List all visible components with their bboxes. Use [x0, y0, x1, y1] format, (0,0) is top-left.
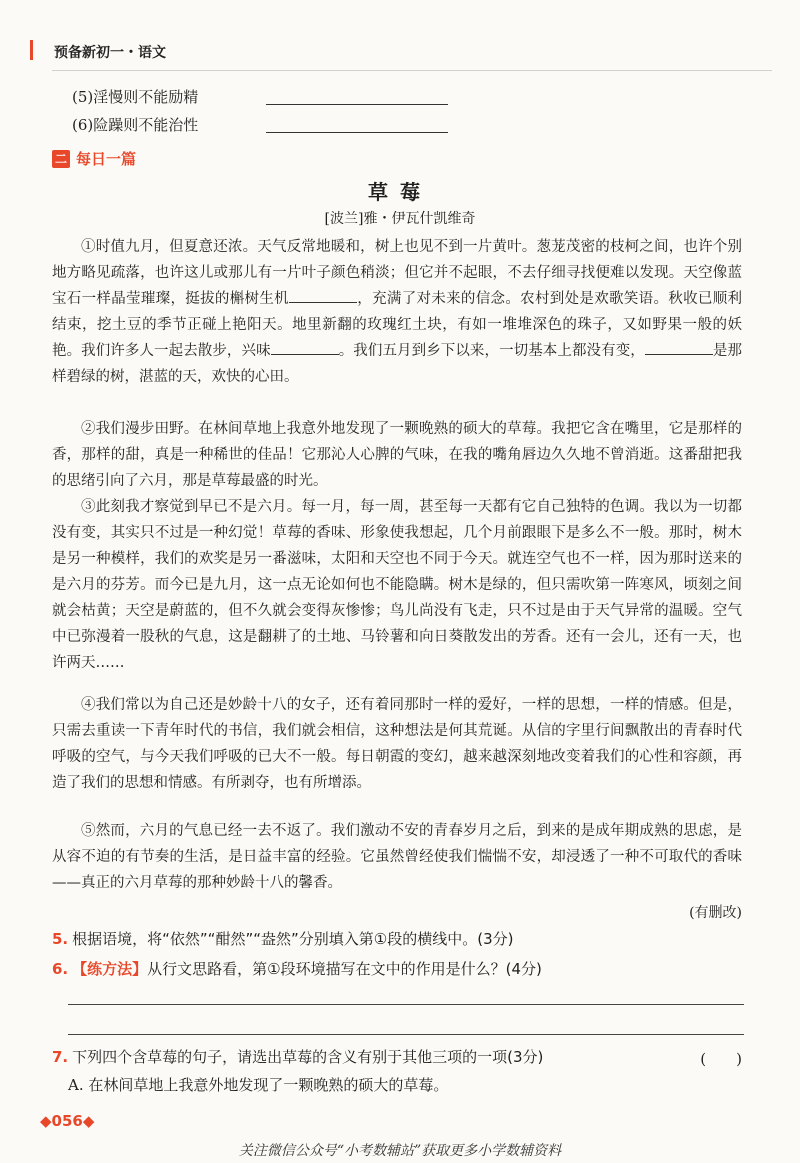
vocab-blank-6[interactable] — [266, 132, 448, 133]
section-heading — [52, 148, 136, 169]
blank-2[interactable] — [271, 340, 339, 355]
section-badge: 二 — [52, 150, 70, 168]
blank-3[interactable] — [645, 340, 713, 355]
question-5: 5. 根据语境，将“依然”“酣然”“盎然”分别填入第①段的横线中。(3分) — [52, 930, 514, 948]
choice-a[interactable]: A. 在林间草地上我意外地发现了一颗晚熟的硕大的草莓。 — [68, 1076, 449, 1094]
vocab-item-5: (5)淫慢则不能励精 — [72, 88, 199, 106]
vocab-blank-5[interactable] — [266, 104, 448, 105]
article-author: [波兰]雅・伊瓦什凯维奇 — [324, 211, 476, 227]
vocab-item-6: (6)险躁则不能治性 — [72, 116, 199, 134]
paragraph-3: ③此刻我才察觉到早已不是六月。每一月，每一周，甚至每一天都有它自己独特的色调。我以为一切都没有变，其实只不过是一种幻觉！草莓的香味、形象使我想起，几个月前跟眼下是多么不一般。那时，树木是另一种模样，我们的欢奖是另一番滋味，太阳和天空也不同于今天。就连空气也不一样，因为那时送来的是六月的芬芳。而今已是九月，这一点无论如何也不能隐瞒。树木是绿的，但只需吹第一阵寒风，顷刻之间就会枯黄；天空是蔚蓝的，但不久就会变得灰惨惨；鸟儿尚没有飞走，只不过是由于天气异常的温暖。空气中已弥漫着一股秋的气息，这是翻耕了的土地、马铃薯和向日葵散发出的芳香。还有一会儿，还有一天，也许两天…… — [52, 499, 742, 671]
paragraph-5: ⑤然而，六月的气息已经一去不返了。我们激动不安的青春岁月之后，到来的是成年期成熟的思虑，是从容不迫的有节奏的生活，是日益丰富的经验。它虽然曾经使我们惴惴不安，却浸透了一种不可取代的香味——真正的六月草莓的那种妙龄十八的馨香。 — [52, 823, 742, 891]
answer-paren[interactable]: ( ) — [700, 1050, 742, 1068]
book-title: 预备新初一・语文 — [54, 45, 166, 61]
paragraph-4: ④我们常以为自己还是妙龄十八的女子，还有着同那时一样的爱好，一样的思想，一样的情感。但是，只需去重读一下青年时代的书信，我们就会相信，这种想法是何其荒诞。从信的字里行间飘散出的青春时代呼吸的空气，与今天我们呼吸的已大不一般。每日朝霞的变幻，越来越深刻地改变着我们的心性和容颜，再造了我们的思想和情感。有所剥夺，也有所增添。 — [52, 697, 742, 791]
answer-line-2[interactable] — [68, 1034, 744, 1035]
question-7: 7. 下列四个含草莓的句子，请选出草莓的含义有别于其他三项的一项(3分) — [52, 1048, 544, 1066]
question-6: 6. 【练方法】从行文思路看，第①段环境描写在文中的作用是什么？(4分) — [52, 960, 542, 978]
paragraph-1: ①时值九月，但夏意还浓。天气反常地暖和，树上也见不到一片黄叶。葱茏茂密的枝柯之间，也许个别地方略见疏落，也许这儿或那儿有一片叶子颜色稍淡；但它并不起眼，不去仔细寻找便难以发现。天空像蓝宝石一样晶莹璀璨，挺拔的槲树生机 ，充满了对未来的信念。农村到处是欢歌笑语。秋收已顺利结束，挖土豆的季节正碰上艳阳天。地里新翻的玫瑰红土块，有如一堆堆深色的珠子，又如野果一般的妖艳。我们许多人一起去散步，兴味 。我们五月到乡下以来，一切基本上都没有变， 是那样碧绿的树，湛蓝的天，欢快的心田。 — [52, 239, 743, 385]
source-note: (有删改) — [689, 905, 742, 921]
article-title: 草莓 — [368, 180, 432, 204]
answer-line-1[interactable] — [68, 1004, 744, 1005]
header-accent-bar — [30, 40, 33, 60]
header-divider — [52, 70, 772, 71]
paragraph-2: ②我们漫步田野。在林间草地上我意外地发现了一颗晚熟的硕大的草莓。我把它含在嘴里，它是那样的香，那样的甜，真是一种稀世的佳品！它那沁人心脾的气味，在我的嘴角唇边久久地不曾消逝。这番甜把我的思绪引向了六月，那是草莓最盛的时光。 — [52, 421, 742, 489]
footer-watermark: 关注微信公众号“小考数辅站”获取更多小学数辅资料 — [238, 1143, 562, 1159]
section-title: 每日一篇 — [76, 150, 137, 168]
blank-1[interactable] — [289, 288, 357, 303]
page-number: ◆056◆ — [40, 1112, 95, 1130]
